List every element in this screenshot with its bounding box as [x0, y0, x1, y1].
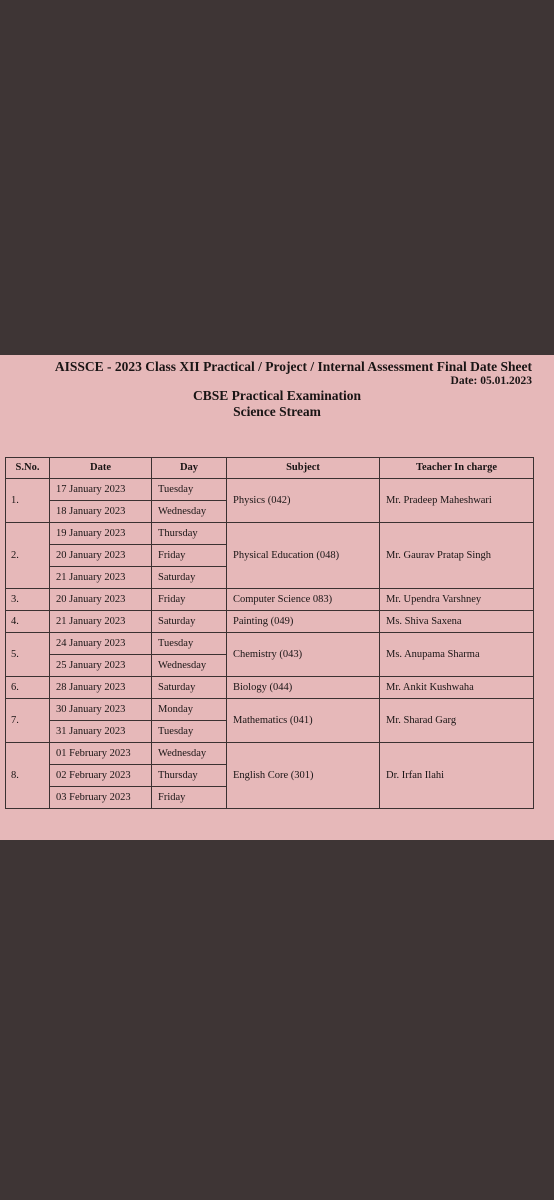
date-cell: 30 January 2023 [50, 699, 152, 721]
day-cell: Wednesday [152, 655, 227, 677]
serial-number-cell: 5. [6, 633, 50, 677]
serial-number-cell: 3. [6, 589, 50, 611]
column-header-sno: S.No. [6, 458, 50, 479]
header-row [6, 458, 534, 479]
date-cell: 25 January 2023 [50, 655, 152, 677]
serial-number-cell: 4. [6, 611, 50, 633]
serial-number-cell: 6. [6, 677, 50, 699]
day-cell: Tuesday [152, 479, 227, 501]
date-cell: 20 January 2023 [50, 589, 152, 611]
subject-cell: English Core (301) [227, 743, 380, 809]
date-sheet-table [5, 457, 534, 809]
date-cell: 21 January 2023 [50, 611, 152, 633]
day-cell: Monday [152, 699, 227, 721]
subject-cell: Computer Science 083) [227, 589, 380, 611]
day-cell: Wednesday [152, 743, 227, 765]
document-date: Date: 05.01.2023 [450, 375, 532, 387]
subject-cell: Mathematics (041) [227, 699, 380, 743]
column-header-subject: Subject [227, 458, 380, 479]
day-cell: Friday [152, 545, 227, 567]
teacher-cell: Mr. Sharad Garg [380, 699, 534, 743]
date-cell: 28 January 2023 [50, 677, 152, 699]
day-cell: Tuesday [152, 721, 227, 743]
subject-cell: Physics (042) [227, 479, 380, 523]
table-row [6, 677, 534, 699]
day-cell: Thursday [152, 523, 227, 545]
exam-title: CBSE Practical Examination [193, 388, 361, 403]
column-header-teacher: Teacher In charge [380, 458, 534, 479]
serial-number-cell: 7. [6, 699, 50, 743]
date-cell: 02 February 2023 [50, 765, 152, 787]
date-cell: 24 January 2023 [50, 633, 152, 655]
serial-number-cell: 2. [6, 523, 50, 589]
table-body [6, 479, 534, 809]
subject-cell: Biology (044) [227, 677, 380, 699]
teacher-cell: Mr. Gaurav Pratap Singh [380, 523, 534, 589]
serial-number-cell: 8. [6, 743, 50, 809]
subject-cell: Painting (049) [227, 611, 380, 633]
day-cell: Saturday [152, 567, 227, 589]
teacher-cell: Mr. Ankit Kushwaha [380, 677, 534, 699]
table-row [6, 611, 534, 633]
column-header-day: Day [152, 458, 227, 479]
day-cell: Friday [152, 589, 227, 611]
teacher-cell: Ms. Shiva Saxena [380, 611, 534, 633]
document-title: AISSCE - 2023 Class XII Practical / Project / Internal Assessment Final Date Sheet [54, 359, 532, 374]
day-cell: Tuesday [152, 633, 227, 655]
day-cell: Wednesday [152, 501, 227, 523]
subject-cell: Physical Education (048) [227, 523, 380, 589]
day-cell: Thursday [152, 765, 227, 787]
table-row [6, 523, 534, 545]
date-cell: 17 January 2023 [50, 479, 152, 501]
column-header-date: Date [50, 458, 152, 479]
teacher-cell: Mr. Upendra Varshney [380, 589, 534, 611]
table-header [6, 458, 534, 479]
table-row [6, 699, 534, 721]
table-row [6, 479, 534, 501]
table-row [6, 743, 534, 765]
day-cell: Saturday [152, 677, 227, 699]
date-cell: 19 January 2023 [50, 523, 152, 545]
subject-cell: Chemistry (043) [227, 633, 380, 677]
stream-title: Science Stream [233, 404, 321, 419]
date-cell: 31 January 2023 [50, 721, 152, 743]
table-row [6, 633, 534, 655]
date-sheet-document [0, 355, 554, 840]
teacher-cell: Ms. Anupama Sharma [380, 633, 534, 677]
date-cell: 03 February 2023 [50, 787, 152, 809]
date-cell: 18 January 2023 [50, 501, 152, 523]
date-cell: 01 February 2023 [50, 743, 152, 765]
teacher-cell: Mr. Pradeep Maheshwari [380, 479, 534, 523]
teacher-cell: Dr. Irfan Ilahi [380, 743, 534, 809]
date-cell: 21 January 2023 [50, 567, 152, 589]
table-row [6, 589, 534, 611]
day-cell: Friday [152, 787, 227, 809]
date-cell: 20 January 2023 [50, 545, 152, 567]
day-cell: Saturday [152, 611, 227, 633]
serial-number-cell: 1. [6, 479, 50, 523]
